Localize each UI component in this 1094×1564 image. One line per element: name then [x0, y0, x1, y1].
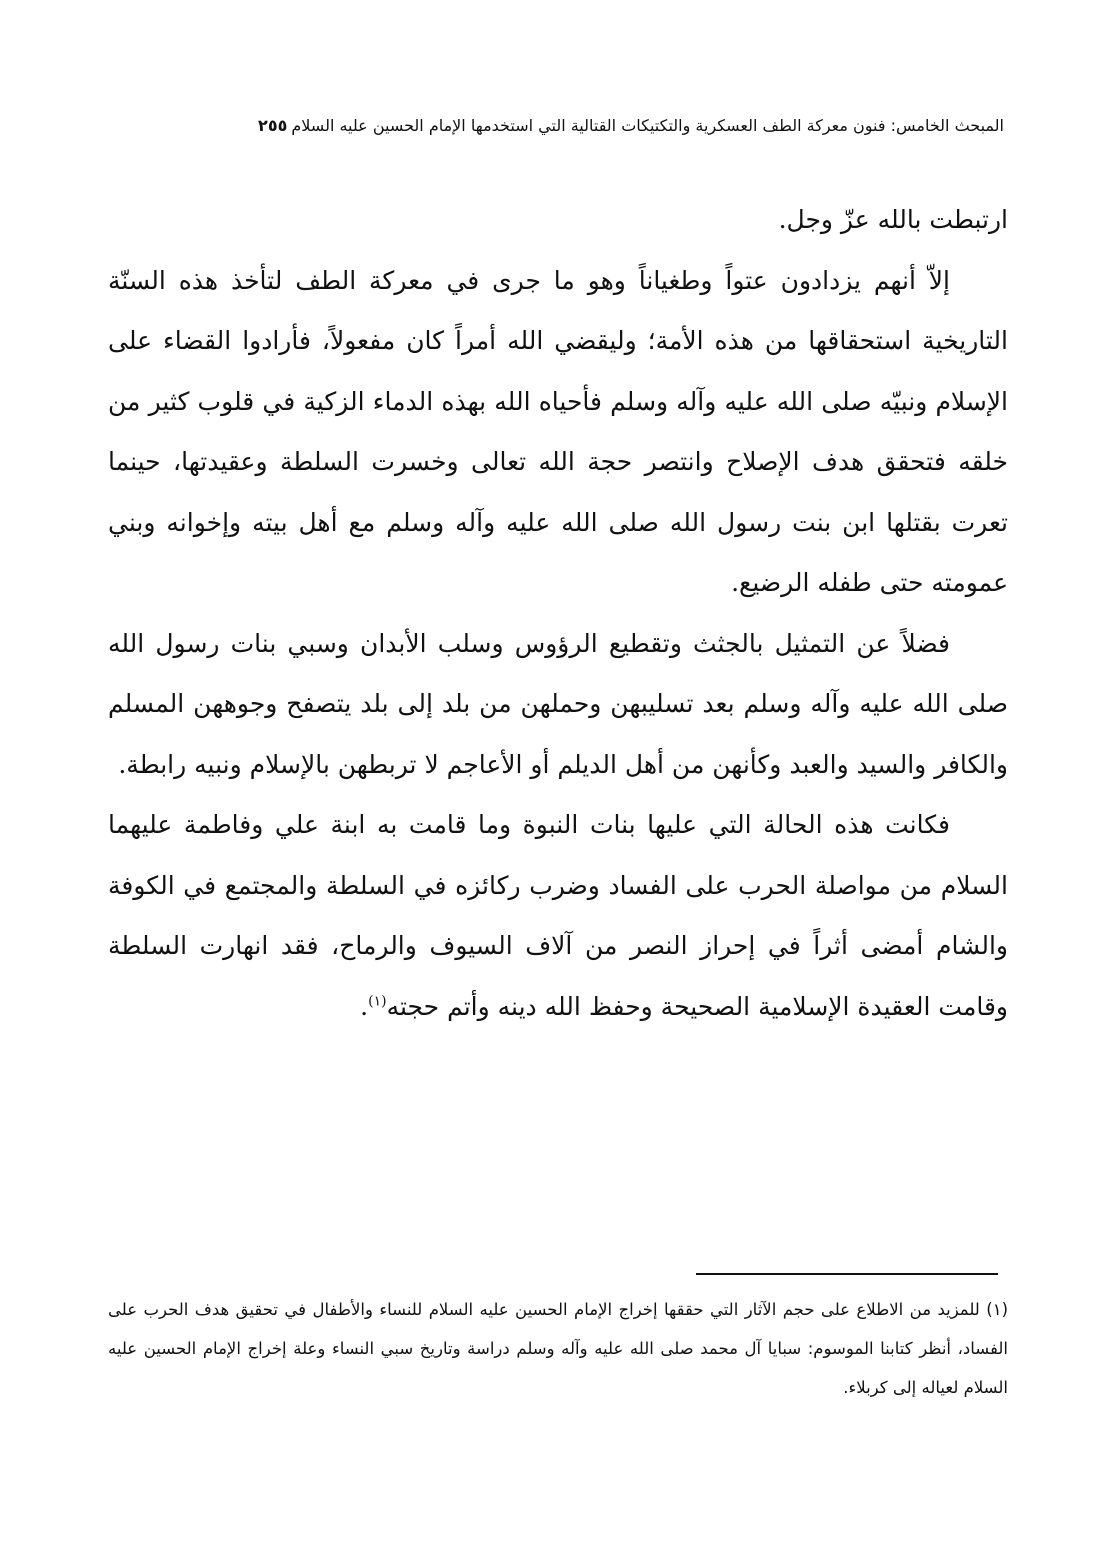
main-text — [108, 190, 1008, 1037]
running-header — [100, 112, 1004, 140]
paragraph-3 — [108, 795, 1008, 1037]
footnote-reference[interactable]: (١) — [368, 993, 387, 1010]
header-title: المبحث الخامس: فنون معركة الطف العسكرية والتكتيكات القتالية التي استخدمها الإمام الحسين عليه السلام — [291, 116, 1004, 135]
paragraph-3-text: فكانت هذه الحالة التي عليها بنات النبوة وما قامت به ابنة علي وفاطمة عليهما السلام من مواصلة الحرب على الفساد وضرب ركائزه في السلطة والمجتمع في الكوفة والشام أمضى أثراً في إحراز النصر من آلاف السيوف والرماح، فقد انهارت السلطة وقامت العقيدة الإسلامية الصحيحة وحفظ الله دينه وأتم حجته — [108, 810, 1008, 1021]
footnote-1: (١) للمزيد من الاطلاع على حجم الآثار التي حققها إخراج الإمام الحسين عليه السلام للنساء والأطفال في تحقيق هدف الحرب على الفساد، أنظر كتابنا الموسوم: سبايا آل محمد صلى الله عليه وآله وسلم دراسة وتاريخ سبي النساء وعلة إخراج الإمام الحسين عليه السلام لعياله إلى كربلاء. — [108, 1300, 1008, 1397]
page-number: ٢٥٥ — [258, 116, 288, 135]
paragraph-2: فضلاً عن التمثيل بالجثث وتقطيع الرؤوس وسلب الأبدان وسبي بنات رسول الله صلى الله عليه وآله وسلم بعد تسليبهن وحملهن من بلد إلى بلد يتصفح وجوههن المسلم والكافر والسيد والعبد وكأنهن من أهل الديلم أو الأعاجم لا تربطهن بالإسلام ونبيه رابطة. — [108, 628, 1008, 779]
footnotes — [108, 1290, 1008, 1407]
footnote-separator — [696, 1273, 998, 1275]
paragraph-continuation: ارتبطت بالله عزّ وجل. — [778, 205, 1008, 234]
paragraph-1: إلاّ أنهم يزدادون عتواً وطغياناً وهو ما جرى في معركة الطف لتأخذ هذه السنّة التاريخية استحقاقها من هذه الأمة؛ وليقضي الله أمراً كان مفعولاً، فأرادوا القضاء على الإسلام ونبيّه صلى الله عليه وآله وسلم فأحياه الله بهذه الدماء الزكية في قلوب كثير من خلقه فتحقق هدف الإصلاح وانتصر حجة الله تعالى وخسرت السلطة وعقيدتها، حينما تعرت بقتلها ابن بنت رسول الله صلى الله عليه وآله وسلم مع أهل بيته وإخوانه وبني عمومته حتى طفله الرضيع. — [108, 265, 1008, 597]
paragraph-3-end: . — [360, 991, 369, 1021]
